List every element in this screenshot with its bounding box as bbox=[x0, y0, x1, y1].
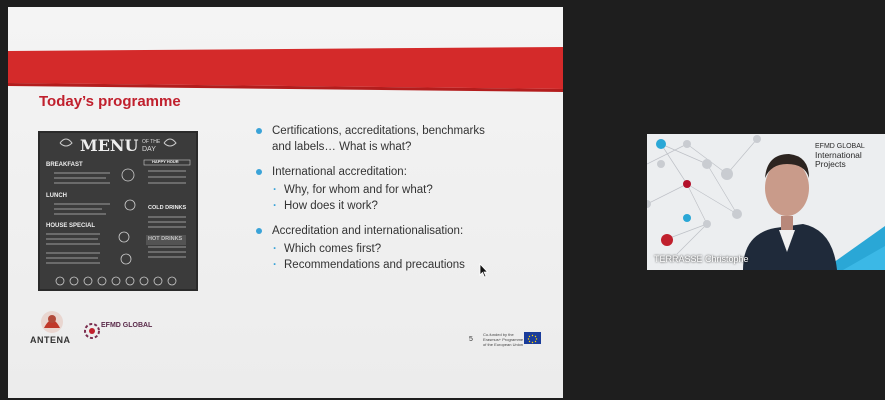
menu-heading: MENU bbox=[80, 136, 139, 155]
menu-section-breakfast: BREAKFAST bbox=[46, 162, 83, 168]
bullet-certifications: Certifications, accreditations, benchmarks and labels… What is what? bbox=[256, 123, 486, 155]
sub-bullet-why: · Why, for whom and for what? bbox=[272, 182, 486, 198]
speaker-video-tile[interactable] bbox=[647, 134, 885, 270]
slide-title: Today’s programme bbox=[39, 93, 181, 110]
antena-logo-text: ANTENA bbox=[30, 335, 71, 345]
header-banner bbox=[8, 7, 563, 107]
speaker-name-label: TERRASSE Christophe bbox=[654, 254, 749, 264]
menu-heading-suffix: OF THE bbox=[142, 139, 161, 145]
bullet-international-accreditation: International accreditation: · Why, for whom and for what? · How does it work? bbox=[256, 164, 486, 214]
svg-text:DAY: DAY bbox=[142, 146, 156, 153]
bullet-accreditation-internationalisation: Accreditation and internationalisation: · Which comes first? · Recommendations and precautions bbox=[256, 223, 486, 273]
menu-section-hot-drinks: HOT DRINKS bbox=[148, 236, 183, 242]
menu-of-the-day-image bbox=[38, 131, 198, 291]
menu-section-house-special: HOUSE SPECIAL bbox=[46, 223, 96, 229]
efmd-international-projects-logo: EFMD GLOBAL International Projects bbox=[815, 143, 865, 169]
menu-section-lunch: LUNCH bbox=[46, 193, 67, 199]
menu-section-happy-hour: HAPPY HOUR bbox=[152, 159, 179, 164]
sub-bullet-how: · How does it work? bbox=[272, 198, 486, 214]
cursor-icon bbox=[479, 263, 489, 279]
sub-bullet-recommendations: · Recommendations and precautions bbox=[272, 257, 486, 273]
eu-cofunding-text: Co-funded by the Erasmus+ Programme of the European Union bbox=[483, 332, 524, 347]
presentation-slide bbox=[8, 7, 563, 398]
eu-flag-icon bbox=[524, 332, 541, 344]
antena-logo-icon bbox=[30, 310, 74, 356]
efmd-logo-text: EFMD GLOBAL bbox=[101, 322, 153, 329]
menu-section-cold-drinks: COLD DRINKS bbox=[148, 205, 187, 211]
slide-page-number: 5 bbox=[469, 336, 473, 343]
sub-bullet-which-first: · Which comes first? bbox=[272, 241, 486, 257]
programme-bullet-list bbox=[256, 123, 486, 282]
